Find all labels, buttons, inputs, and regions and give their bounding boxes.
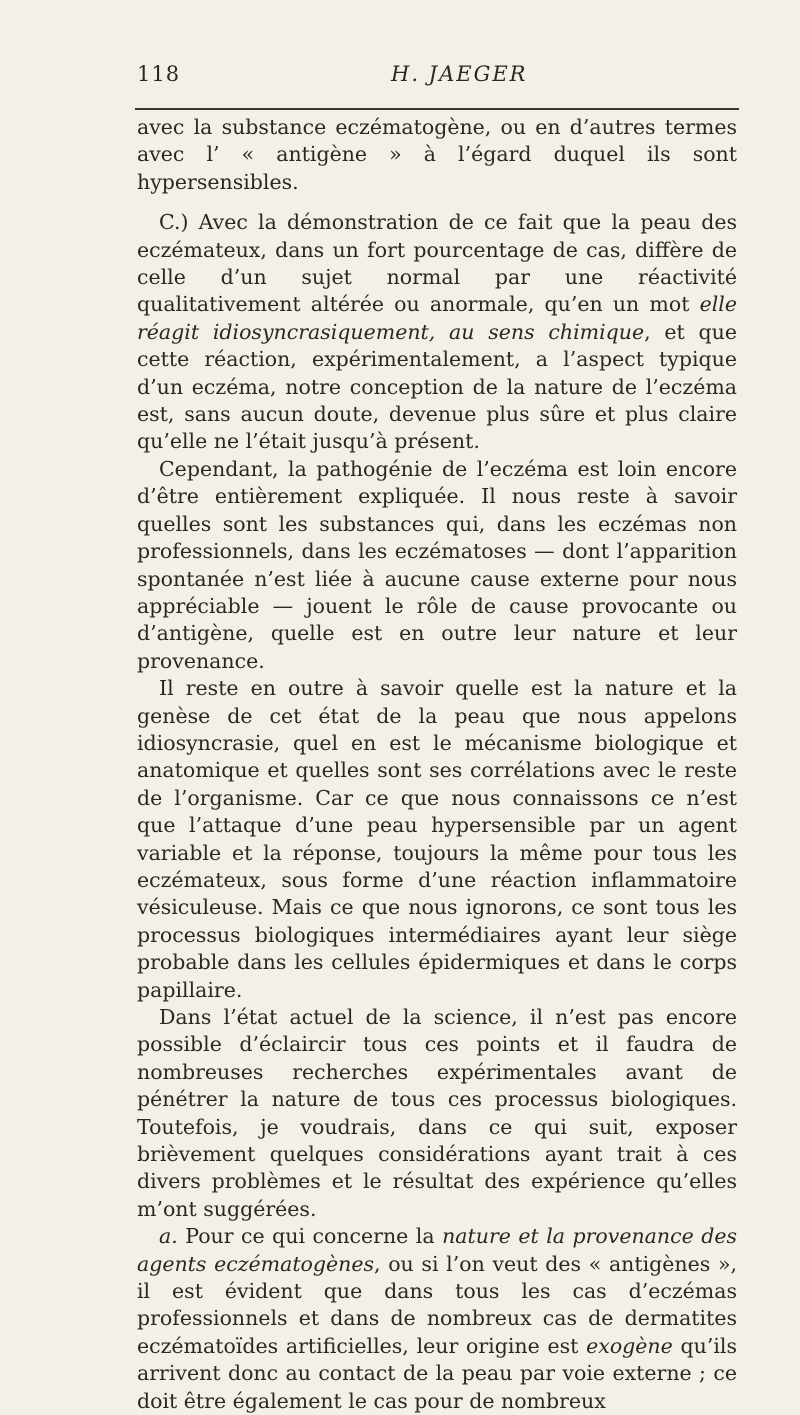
paragraph-text: qu’ils arrivent donc au contact de la peau par voie externe ; ce doit être également le cas pour de nombreux — [137, 1333, 737, 1413]
paragraph-text: , et que cette réaction, expérimentalement, a l’aspect typique d’un eczéma, notre conception de la nature de l’eczéma est, sans aucun doute, devenue plus sûre et plus claire qu’elle ne l’était jusqu’à présent. — [137, 319, 737, 454]
author-running-title: H. JAEGER — [391, 62, 528, 86]
paragraph-section-c — [137, 209, 737, 456]
body-text — [137, 114, 737, 1415]
italic-word: exogène — [586, 1333, 673, 1358]
paragraph-text: C.) Avec la démonstration de ce fait que la peau des eczémateux, dans un fort pourcentage de cas, diffère de celle d’un sujet normal par une réactivité qualitativement altérée ou anormale, qu’en un mot — [137, 210, 737, 317]
paragraph-section-a — [137, 1223, 737, 1415]
header-rule — [135, 108, 739, 110]
paragraph-etat-actuel — [137, 1004, 737, 1223]
paragraph-text: Pour ce qui concerne la — [177, 1224, 443, 1249]
paragraph-text: Dans l’état actuel de la science, il n’est pas encore possible d’éclaircir tous ces points et il faudra de nombreuses recherches expérimentales avant de pénétrer la nature de tous ces processus biologiques. Toutefois, je voudrais, dans ce qui suit, exposer brièvement quelques considérations ayant trait à ces divers problèmes et le résultat des expérience qu’elles m’ont suggérées. — [137, 1005, 737, 1221]
paragraph-text: avec la substance eczématogène, ou en d’autres termes avec l’ « antigène » à l’égard duquel ils sont hypersensibles. — [137, 115, 737, 194]
paragraph-text: , ou si l’on veut des « antigènes », il est évident que dans tous les cas d’eczémas professionnels et dans de nombreux cas de dermatites eczématoïdes artificielles, leur origine est — [137, 1251, 737, 1358]
paragraph-pathogenie — [137, 456, 737, 675]
italic-phrase: elle réagit idiosyncrasiquement, au sens chimique — [137, 292, 737, 344]
paragraph-text: Il reste en outre à savoir quelle est la nature et la genèse de cet état de la peau que nous appelons idiosyncrasie, quel en est le mécanisme biologique et anatomique et quelles sont ses corrélations avec le reste de l’organisme. Car ce que nous connaissons ce n’est que l’attaque d’une peau hypersensible par un agent variable et la réponse, toujours la même pour tous les eczémateux, sous forme d’une réaction inflammatoire vésiculeuse. Mais ce que nous ignorons, ce sont tous les processus biologiques intermédiaires ayant leur siège probable dans les cellules épidermiques et dans le corps papillaire. — [137, 676, 737, 1002]
paragraph-idiosyncrasie — [137, 675, 737, 1004]
running-head — [137, 62, 738, 102]
paragraph-text: Cependant, la pathogénie de l’eczéma est loin encore d’être entièrement expliquée. Il nous reste à savoir quelles sont les substances qui, dans les eczémas non professionnels, dans les eczématoses — dont l’apparition spontanée n’est liée à aucune cause externe pour nous appréciable — jouent le rôle de cause provocante ou d’antigène, quelle est en outre leur nature et leur provenance. — [137, 456, 737, 673]
italic-phrase: nature et la provenance des agents eczématogènes — [137, 1224, 737, 1276]
page-number: 118 — [137, 62, 181, 86]
section-label: a. — [159, 1224, 178, 1249]
paragraph-continuation — [137, 114, 737, 196]
